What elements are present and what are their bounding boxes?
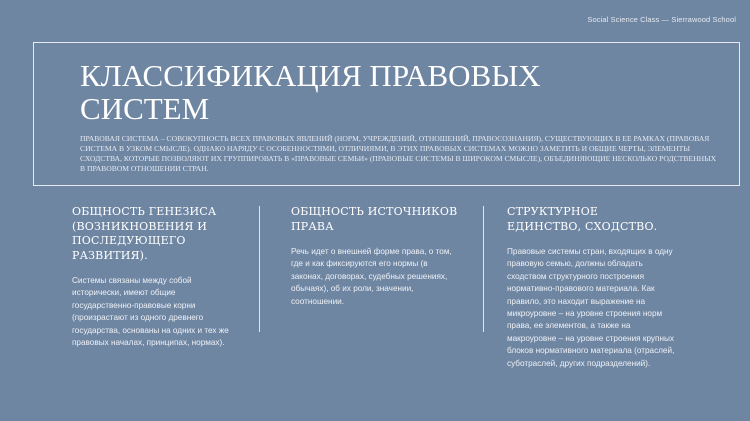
page-subtitle: ПРАВОВАЯ СИСТЕМА – СОВОКУПНОСТЬ ВСЕХ ПРАВОВЫХ ЯВЛЕНИЙ (НОРМ, УЧРЕЖДЕНИЙ, ОТНОШЕНИЙ, ПРАВОСОЗНАНИЯ), СУЩЕСТВУЮЩИХ В ЕЕ РАМКАХ (ПРАВОВАЯ СИСТЕМА В УЗКОМ СМЫСЛЕ). ОДНАКО НАРЯДУ С ОСОБЕННОСТЯМИ, ОТЛИЧИЯМИ, В ЭТИХ ПРАВОВЫХ СИСТЕМАХ МОЖНО ЗАМЕТИТЬ И ОБЩИЕ ЧЕРТЫ, ЭЛЕМЕНТЫ СХОДСТВА, КОТОРЫЕ ПОЗВОЛЯЮТ ИХ ГРУППИРОВАТЬ В «ПРАВОВЫЕ СЕМЬИ» (ПРАВОВЫЕ СИСТЕМЫ В ШИРОКОМ СМЫСЛЕ), ОБЪЕДИНЯЮЩИЕ НЕСКОЛЬКО РОДСТВЕННЫХ В ПРАВОВОМ ОТНОШЕНИИ СТРАН. — [80, 134, 717, 173]
column-heading: СТРУКТУРНОЕ ЕДИНСТВО, СХОДСТВО. — [507, 205, 658, 233]
column-genesis — [72, 205, 234, 349]
column-divider — [259, 206, 260, 332]
page-title: КЛАССИФИКАЦИЯ ПРАВОВЫХ СИСТЕМ — [80, 58, 541, 126]
column-structure — [507, 205, 675, 370]
column-body: Правовые системы стран, входящих в одну правовую семью, должны обладать сходством структурного построения нормативно-правового материала. Как правило, это находит выражение на микроуровне – на уровне строения норм права, ее элементов, а также на макроуровне – на уровне строения крупных блоков нормативного материала (отраслей, суботраслей, других подразделений). — [507, 247, 675, 368]
column-body: Речь идет о внешней форме права, о том, где и как фиксируются его нормы (в законах, договорах, судебных решениях, обычаях), об их роли, значении, соотношении. — [291, 247, 452, 306]
column-heading: ОБЩНОСТЬ ГЕНЕЗИСА (ВОЗНИКНОВЕНИЯ И ПОСЛЕДУЮЩЕГО РАЗВИТИЯ). — [72, 205, 217, 262]
column-heading: ОБЩНОСТЬ ИСТОЧНИКОВ ПРАВА — [291, 205, 458, 233]
column-divider — [483, 206, 484, 332]
title-box — [33, 42, 740, 186]
column-body: Системы связаны между собой исторически, имеют общие государственно-правовые корни (произрастают из одного древнего государства, основаны на одних и тех же правовых началах, принципах, нормах). — [72, 276, 229, 348]
column-sources — [291, 205, 461, 308]
header-note: Social Science Class — Sierrawood School — [587, 15, 736, 24]
